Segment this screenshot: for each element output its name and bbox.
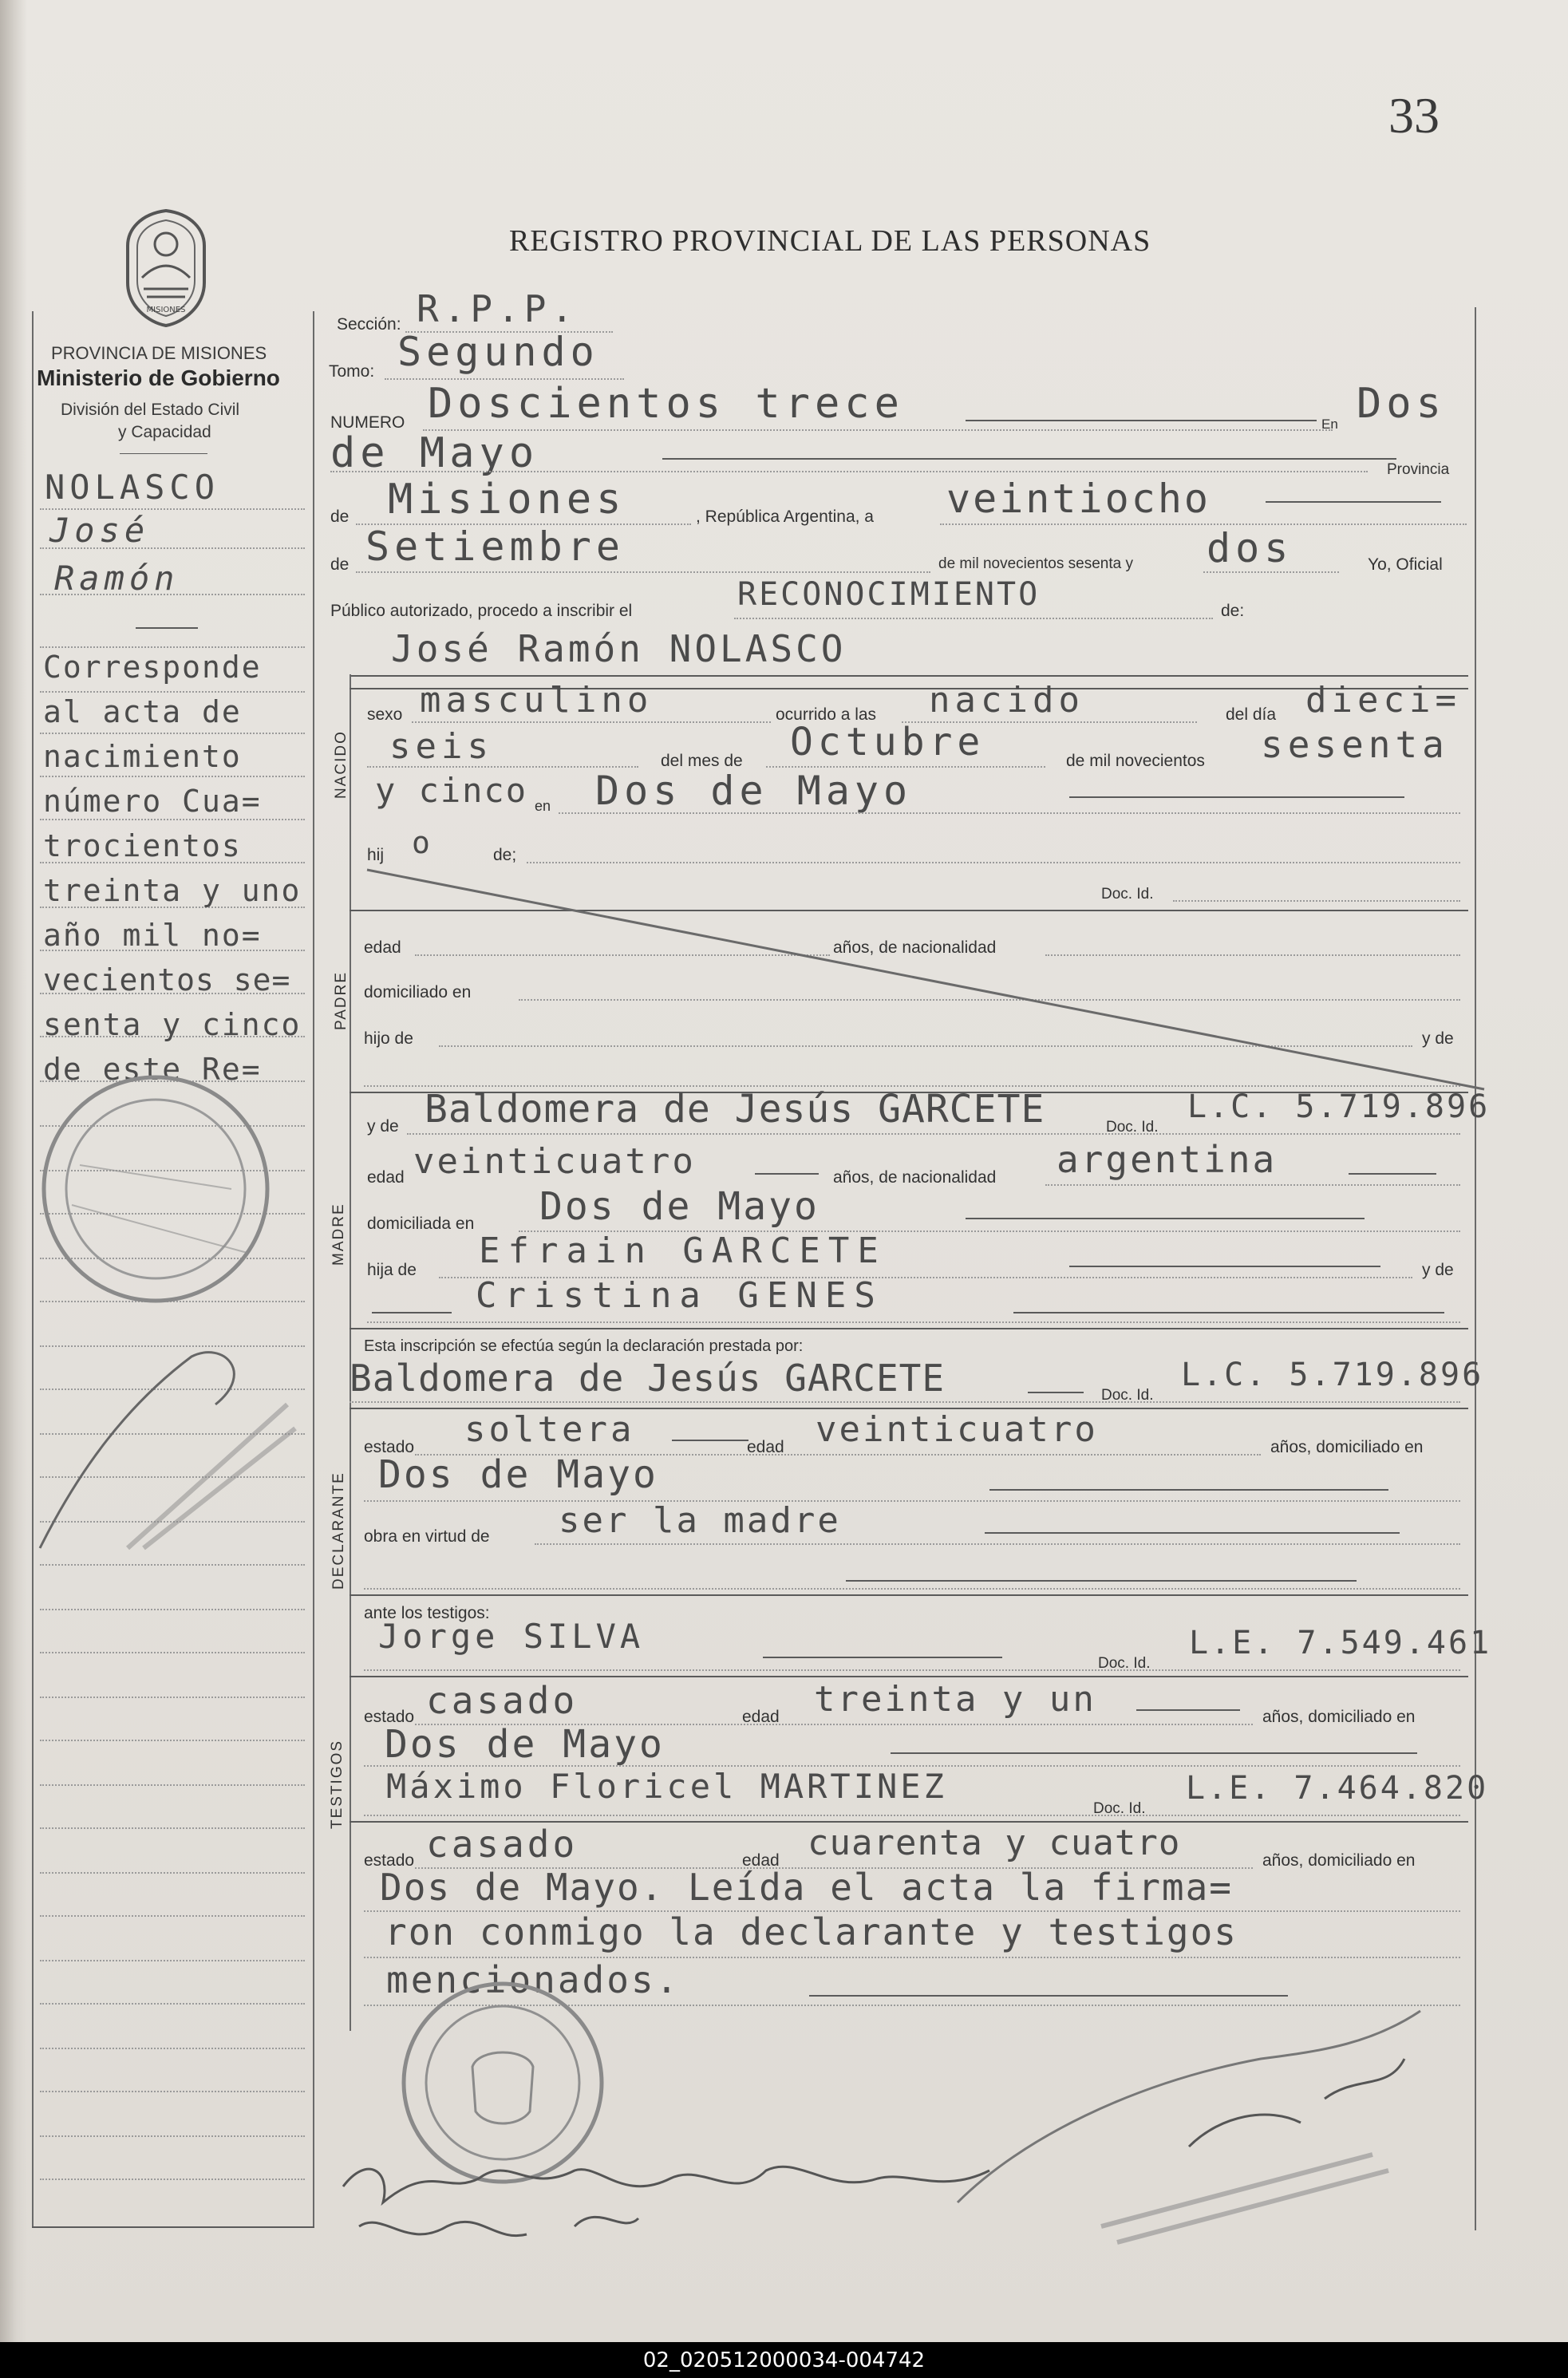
t2-anios-label: años, domiciliado en — [1262, 1851, 1416, 1870]
sexo-value: masculino — [420, 680, 654, 721]
closing-line-2: mencionados. — [386, 1958, 681, 2001]
form-rule-right — [1475, 307, 1476, 2230]
t1-edad-label: edad — [742, 1708, 780, 1726]
t2-nombre-line — [364, 1815, 1460, 1816]
tipo-de-label: de: — [1221, 602, 1245, 620]
margin-stamp-icon — [24, 1069, 287, 1309]
t2-edad-value: cuarenta y cuatro — [808, 1823, 1181, 1863]
madre-padre-value: Efrain GARCETE — [479, 1230, 887, 1271]
province-label: PROVINCIA DE MISIONES — [51, 343, 267, 363]
ocurrido-label: ocurrido a las — [776, 705, 877, 724]
t1-edad-value: treinta y un — [814, 1679, 1096, 1720]
side-label-padre: PADRE — [333, 970, 350, 1030]
page-title: REGISTRO PROVINCIAL DE LAS PERSONAS — [509, 224, 1151, 258]
madre-dom-value: Dos de Mayo — [539, 1184, 820, 1229]
declarante-dom-dash — [989, 1489, 1388, 1491]
t1-estado-value: casado — [426, 1679, 579, 1722]
dia-value: veintiocho — [946, 476, 1211, 522]
t2-estado-label: estado — [364, 1851, 415, 1870]
mil-nov-label: de mil novecientos sesenta y — [938, 555, 1133, 572]
sexo-label: sexo — [367, 705, 403, 724]
anio-value: dos — [1207, 525, 1294, 571]
declarante-doc-value: L.C. 5.719.896 — [1181, 1357, 1484, 1393]
t2-dom-value: Dos de Mayo. Leída el acta la firma= — [380, 1866, 1233, 1909]
dia-dash — [1266, 501, 1441, 503]
madre-madre-dash-1 — [372, 1312, 452, 1313]
madre-madre-value: Cristina GENES — [476, 1275, 883, 1316]
padre-nac-label: años, de nacionalidad — [833, 938, 997, 957]
tipo-value: RECONOCIMIENTO — [737, 576, 1041, 613]
prov-de-label: de — [330, 508, 350, 526]
padre-dom-label: domiciliado en — [364, 983, 472, 1001]
t1-doc-label: Doc. Id. — [1098, 1655, 1151, 1672]
dia-nac-2: seis — [389, 726, 493, 767]
madre-nac-line — [1045, 1184, 1460, 1186]
dia-line — [940, 523, 1467, 525]
hijo-suffix: o — [412, 825, 435, 860]
declarante-dom-value: Dos de Mayo — [378, 1452, 658, 1497]
madre-nac-label: años, de nacionalidad — [833, 1168, 997, 1187]
publico-label: Público autorizado, procedo a inscribir el — [330, 602, 633, 620]
declarante-doc-label: Doc. Id. — [1101, 1387, 1154, 1404]
madre-doc-label: Doc. Id. — [1106, 1119, 1159, 1136]
madre-dom-dash — [966, 1218, 1365, 1219]
madre-hija-label: hija de — [367, 1261, 417, 1279]
dia-nac-1: dieci= — [1305, 680, 1461, 721]
declarante-anios-label: años, domiciliado en — [1270, 1438, 1424, 1456]
margin-note-line-3: nacimiento — [43, 739, 242, 774]
madre-bottom-rule — [350, 1328, 1468, 1329]
margin-note-line-6: treinta y uno — [43, 873, 302, 908]
lugar-nac-dash — [1069, 796, 1404, 798]
madre-dom-label: domiciliada en — [367, 1215, 475, 1233]
madre-nombre: Baldomera de Jesús GARCETE — [425, 1087, 1045, 1132]
margin-note-line-2: al acta de — [43, 694, 242, 729]
declarante-nombre-dash — [1028, 1392, 1084, 1393]
madre-yde-label: y de — [367, 1117, 399, 1136]
side-label-declarante: DECLARANTE — [330, 1471, 347, 1590]
division-label-2: y Capacidad — [118, 423, 211, 441]
declarante-bottom-rule — [350, 1594, 1468, 1596]
margin-note-line-8: vecientos se= — [43, 962, 291, 997]
madre-padre-dash — [1069, 1266, 1380, 1267]
declarante-nombre-line — [350, 1401, 1460, 1403]
numero-value: Doscientos trece — [428, 380, 904, 428]
margin-note-line-4: número Cua= — [43, 784, 262, 819]
madre-doc-value: L.C. 5.719.896 — [1187, 1088, 1491, 1125]
de-mil-nov-label: de mil novecientos — [1066, 752, 1205, 770]
closing-line-1: ron conmigo la declarante y testigos — [385, 1910, 1238, 1953]
hijo-label: hij — [367, 846, 385, 864]
hora-value: nacido — [929, 680, 1084, 721]
side-label-testigos: TESTIGOS — [329, 1739, 346, 1829]
ministry-label: Ministerio de Gobierno — [37, 365, 280, 390]
margin-note-line-9: senta y cinco — [43, 1007, 302, 1042]
en-value-1: Dos — [1357, 380, 1446, 428]
side-label-nacido: NACIDO — [333, 730, 350, 799]
madre-edad-label: edad — [367, 1168, 405, 1187]
numero-dash — [966, 420, 1317, 421]
declarante-edad-label: edad — [747, 1438, 784, 1456]
obra-label: obra en virtud de — [364, 1527, 490, 1546]
sexo-line — [412, 721, 771, 723]
del-mes-label: del mes de — [661, 752, 743, 770]
hijo-de-label: de; — [493, 846, 517, 864]
margin-name-2: Ramón — [54, 559, 180, 598]
lugar-nac-line — [559, 812, 1460, 814]
mes-de-label: de — [330, 555, 350, 574]
anio-nac-2: y cinco — [375, 771, 528, 810]
en2-dash — [662, 458, 1396, 460]
madre-nombre-line — [407, 1133, 1460, 1135]
declarante-estado-label: estado — [364, 1438, 415, 1456]
svg-text:MISIONES: MISIONES — [146, 306, 186, 314]
seccion-value: R.P.P. — [417, 287, 579, 330]
testigos-top-rule — [350, 1676, 1468, 1677]
provincial-seal-icon — [117, 206, 215, 330]
madre-edad-value: veinticuatro — [413, 1141, 696, 1182]
anio-nac-1: sesenta — [1261, 723, 1449, 766]
t2-doc-label: Doc. Id. — [1093, 1800, 1146, 1817]
t2-estado-value: casado — [426, 1823, 579, 1866]
obra-dash — [985, 1532, 1400, 1534]
margin-signature-stamp — [32, 1309, 303, 1572]
page-number: 33 — [1388, 87, 1440, 144]
margin-name-1: José — [49, 511, 150, 550]
t1-dom-dash — [891, 1752, 1417, 1754]
ante-testigos-label: ante los testigos: — [364, 1604, 490, 1622]
obra-value: ser la madre — [559, 1500, 841, 1541]
seccion-label: Sección: — [337, 315, 401, 334]
declarante-edad-value: veinticuatro — [816, 1409, 1098, 1450]
tipo-line — [734, 618, 1213, 619]
mes-line — [356, 571, 930, 573]
en-value-2: de Mayo — [330, 429, 539, 477]
anio-line — [1203, 571, 1339, 573]
margin-note-line-10: de este Re= — [43, 1052, 262, 1087]
persona-value: José Ramón NOLASCO — [391, 627, 847, 670]
declarante-extra-dash — [846, 1580, 1357, 1582]
t2-doc-value: L.E. 7.464.820 — [1186, 1770, 1489, 1807]
en-small-label: en — [535, 798, 551, 814]
signature-declarante — [335, 2139, 1021, 2266]
padre-hijo-label: hijo de — [364, 1029, 413, 1048]
cross-out-line — [351, 862, 1492, 1101]
declarante-extra-line — [364, 1588, 1460, 1590]
madre-nac-dash — [1349, 1173, 1436, 1175]
yo-oficial-label: Yo, Oficial — [1368, 555, 1443, 574]
t1-doc-value: L.E. 7.549.461 — [1189, 1625, 1492, 1661]
nacido-doc-label: Doc. Id. — [1101, 886, 1154, 903]
ministry-divider — [120, 453, 207, 454]
t1-nombre-dash — [763, 1657, 1002, 1658]
esta-inscripcion-label: Esta inscripción se efectúa según la declaración prestada por: — [364, 1337, 804, 1355]
republica-label: , República Argentina, a — [696, 508, 874, 526]
en-label: En — [1321, 417, 1338, 432]
tomo-value: Segundo — [397, 329, 599, 375]
t1-estado-label: estado — [364, 1708, 415, 1726]
mes-value: Setiembre — [365, 523, 625, 570]
declarante-dom-line — [364, 1500, 1460, 1502]
margin-note-line-5: trocientos — [43, 828, 242, 863]
declarante-nombre: Baldomera de Jesús GARCETE — [350, 1357, 946, 1400]
obra-line — [535, 1543, 1460, 1545]
del-dia-label: del día — [1226, 705, 1277, 724]
margin-note-line-7: año mil no= — [43, 918, 262, 953]
page-edge — [0, 0, 27, 2342]
numero-label: NUMERO — [330, 413, 405, 432]
division-label-1: División del Estado Civil — [61, 401, 240, 419]
margin-rule-right — [313, 311, 314, 2226]
declarante-estado-dash — [672, 1440, 748, 1441]
madre-edad-dash — [755, 1173, 819, 1175]
madre-yde2-label: y de — [1422, 1261, 1454, 1279]
footer-bar — [0, 2342, 1568, 2378]
lugar-nac-value: Dos de Mayo — [595, 768, 913, 814]
numero-line — [423, 429, 1333, 431]
madre-madre-line — [367, 1321, 1460, 1323]
padre-edad-label: edad — [364, 938, 401, 957]
t1-dom-value: Dos de Mayo — [385, 1722, 665, 1767]
tomo-label: Tomo: — [329, 362, 375, 381]
t2-nombre: Máximo Floricel MARTINEZ — [386, 1767, 947, 1806]
madre-madre-dash-2 — [1013, 1312, 1444, 1313]
persona-rule — [351, 675, 1468, 677]
margin-name-rule — [136, 627, 198, 629]
declarante-estado-value: soltera — [464, 1409, 635, 1450]
side-label-madre: MADRE — [330, 1203, 347, 1266]
t1-edad-dash — [1136, 1709, 1240, 1711]
madre-nac-value: argentina — [1057, 1138, 1278, 1181]
signature-oficial — [926, 1963, 1500, 2250]
provincia-label: Provincia — [1387, 461, 1450, 478]
provincia-value: Misiones — [388, 476, 626, 523]
en2-line — [330, 471, 1368, 472]
t1-nombre-line — [364, 1669, 1460, 1671]
footer-id: 02_020512000034-004742 — [642, 2348, 926, 2372]
t1-nombre: Jorge SILVA — [378, 1617, 645, 1656]
t1-anios-label: años, domiciliado en — [1262, 1708, 1416, 1726]
margin-bottom-rule — [32, 2226, 314, 2228]
margin-surname: NOLASCO — [45, 468, 220, 507]
mes-nac-value: Octubre — [790, 720, 985, 764]
padre-yde-label: y de — [1422, 1029, 1454, 1048]
margin-note-line-1: Corresponde — [43, 650, 262, 685]
t2-edad-label: edad — [742, 1851, 780, 1870]
